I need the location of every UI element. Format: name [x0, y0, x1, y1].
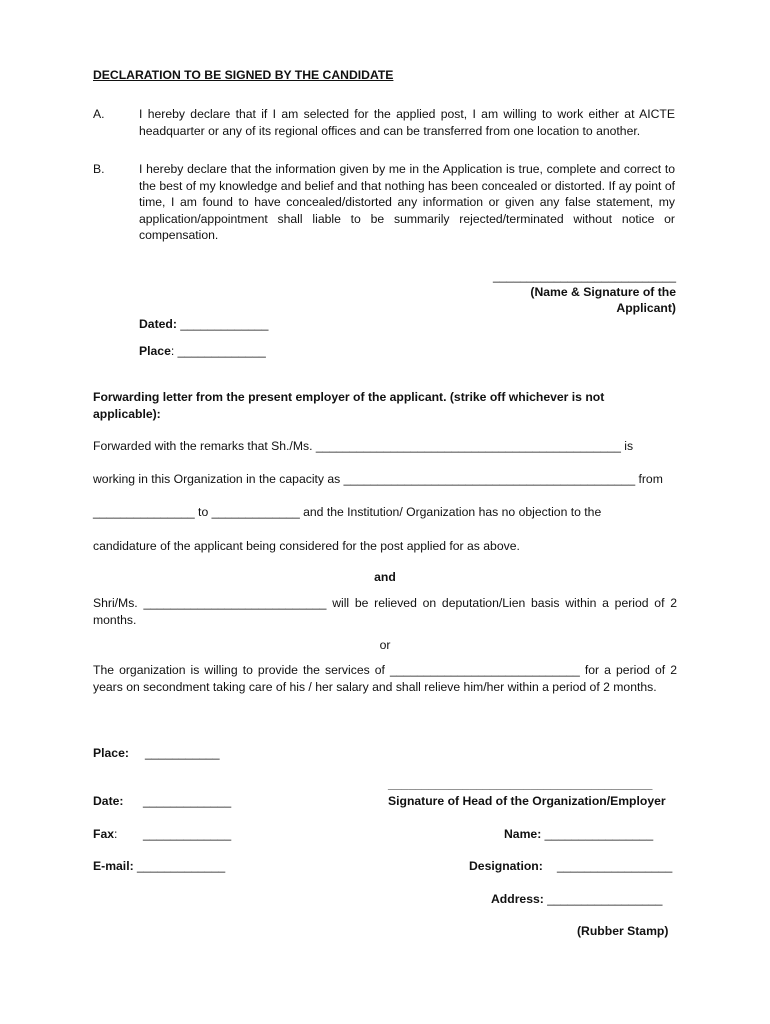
- or-text: or: [379, 638, 391, 652]
- forwarding-line-2: working in this Organization in the capacity as ___________________________________________ from: [93, 472, 663, 486]
- applicant-signature-line: ___________________________: [492, 269, 676, 283]
- forwarding-line-4: candidature of the applicant being considered for the post applied for as above.: [93, 539, 520, 553]
- page-title: DECLARATION TO BE SIGNED BY THE CANDIDATE: [93, 68, 394, 82]
- employer-address-label: Address:: [491, 892, 544, 906]
- employer-address-field[interactable]: _________________: [547, 892, 663, 906]
- place-row: [139, 343, 266, 360]
- declaration-b-text: I hereby declare that the information given by me in the Application is true, complete and correct to the best of my knowledge and belief and that nothing has been concealed or distorted. If ay point of time, I am found to have concealed/distorted any information or given any false statement, my application/appointment shall liable to be summarily rejected/terminated without notice or compensation.: [139, 162, 675, 242]
- employer-signature-line: _______________________________________: [388, 777, 653, 791]
- place-label: Place: [139, 344, 171, 358]
- place-colon: :: [170, 344, 175, 358]
- employer-name-label: Name:: [504, 827, 542, 841]
- dated-row: [139, 316, 268, 333]
- services-text: The organization is willing to provide the services of ____________________________ for a period of 2 years on secondment taking care of his / her salary and shall relieve him/her within a period of 2 months.: [93, 663, 677, 694]
- forwarding-line-3: _______________ to _____________ and the Institution/ Organization has no objection to the: [93, 505, 602, 519]
- employer-date-label: Date:: [93, 794, 124, 808]
- forwarding-line-1: Forwarded with the remarks that Sh./Ms. _____________________________________________ is: [93, 439, 634, 453]
- employer-name-field[interactable]: ________________: [544, 827, 654, 841]
- dated-label: Dated:: [139, 317, 177, 331]
- employer-fax-label: Fax: [93, 827, 115, 841]
- applicant-signature-label-1: (Name & Signature of the: [530, 285, 676, 299]
- employer-signature-label: Signature of Head of the Organization/Employer: [388, 794, 666, 808]
- employer-place-field[interactable]: ___________: [145, 746, 220, 760]
- place-field[interactable]: _____________: [177, 344, 266, 358]
- declaration-a-text: I hereby declare that if I am selected for the applied post, I am willing to work either at AICTE headquarter or any of its regional offices and can be transferred from one location to another.: [139, 107, 675, 138]
- employer-place-label: Place:: [93, 746, 129, 760]
- employer-designation-field[interactable]: _________________: [557, 859, 673, 873]
- employer-date-field[interactable]: _____________: [143, 794, 232, 808]
- employer-email-row: [93, 858, 225, 875]
- relieved-text: Shri/Ms. ___________________________ will be relieved on deputation/Lien basis within a period of 2 months.: [93, 596, 677, 627]
- declaration-a-label: A.: [93, 107, 105, 121]
- employer-fax-colon: :: [114, 827, 118, 841]
- employer-fax-label-row: [93, 826, 117, 843]
- rubber-stamp-label: (Rubber Stamp): [577, 924, 669, 938]
- dated-field[interactable]: _____________: [180, 317, 269, 331]
- employer-designation-label: Designation:: [469, 859, 543, 873]
- employer-email-label: E-mail:: [93, 859, 134, 873]
- applicant-signature-label-2: Applicant): [616, 301, 676, 315]
- forwarding-heading: Forwarding letter from the present employer of the applicant. (strike off whichever is not applicable):: [93, 390, 605, 421]
- declaration-b-label: B.: [93, 162, 105, 176]
- and-text: and: [374, 570, 396, 584]
- employer-email-field[interactable]: _____________: [137, 859, 226, 873]
- employer-fax-field[interactable]: _____________: [143, 827, 232, 841]
- employer-address-row: [491, 891, 662, 908]
- employer-name-row: [504, 826, 653, 843]
